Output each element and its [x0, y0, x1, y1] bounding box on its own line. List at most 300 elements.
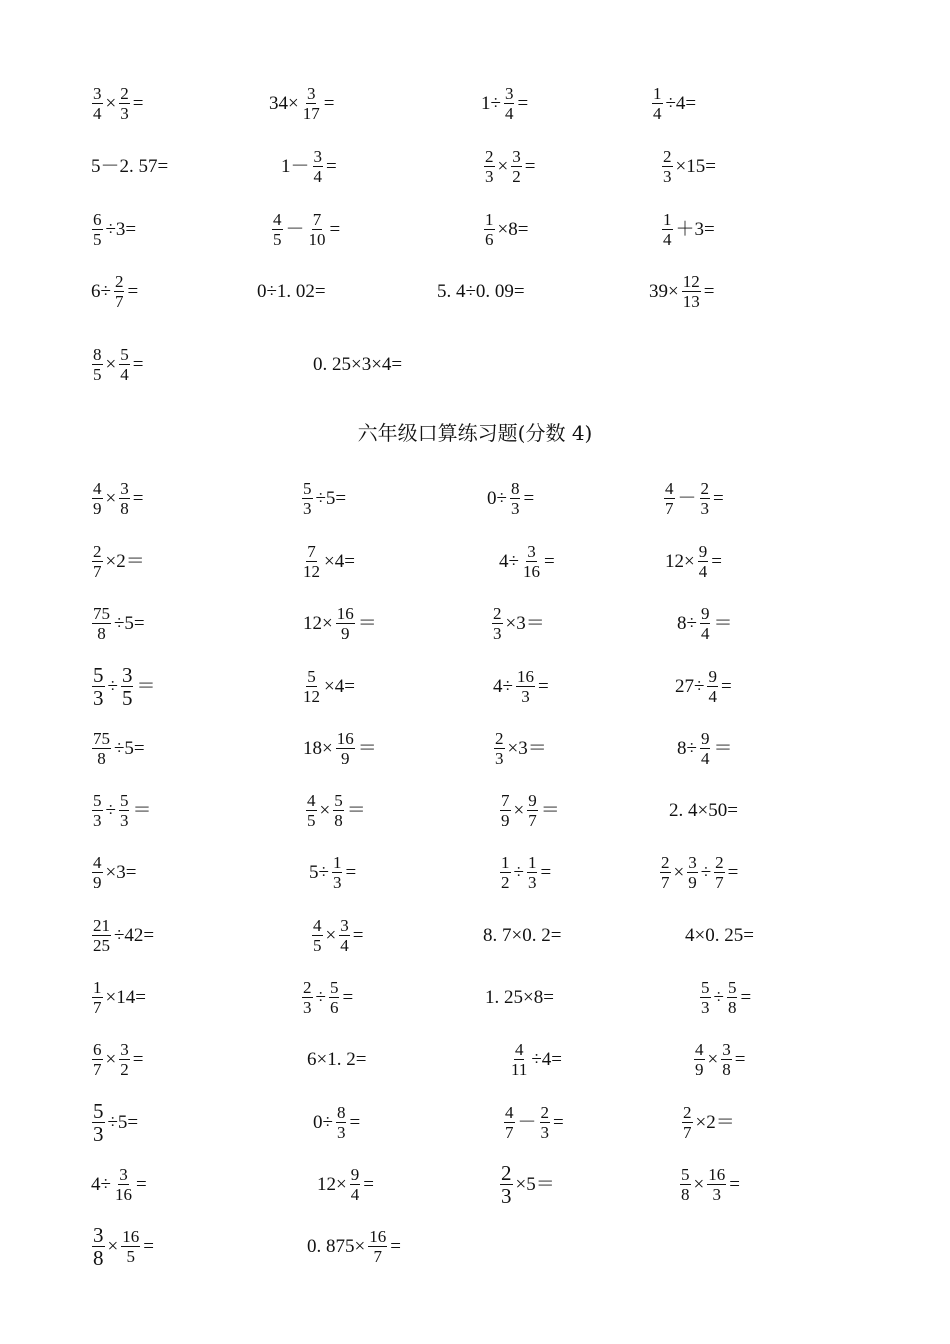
- problem-main-47: [498, 1162, 556, 1206]
- fraction-numerator: 2: [93, 541, 102, 561]
- fraction-numerator: 3: [93, 1222, 104, 1247]
- fraction-denominator: 6: [329, 997, 339, 1017]
- fraction-numerator: 9: [700, 603, 710, 623]
- fraction-denominator: 10: [308, 229, 326, 249]
- fraction-numerator: 5: [119, 790, 129, 810]
- fraction: [92, 916, 111, 955]
- fraction-denominator: 6: [485, 229, 494, 249]
- fraction-numerator: 1: [653, 83, 662, 103]
- fraction: [302, 479, 313, 518]
- problem-main-27: [498, 850, 552, 894]
- fraction: [714, 853, 725, 892]
- fraction: [92, 345, 103, 384]
- fraction-numerator: 8: [336, 1102, 346, 1122]
- expression-text: =: [352, 924, 364, 946]
- fraction-denominator: 25: [93, 935, 110, 955]
- expression-text: 0÷1. 02=: [257, 280, 326, 302]
- expression-text: ÷5=: [315, 487, 347, 509]
- fraction-numerator: 3: [512, 146, 521, 166]
- fraction-numerator: 2: [493, 603, 502, 623]
- fraction: [511, 147, 522, 186]
- fraction-denominator: 3: [521, 686, 530, 706]
- expression-text: ＝: [357, 612, 377, 634]
- problem-main-50: [306, 1224, 402, 1268]
- fraction-denominator: 5: [93, 364, 102, 384]
- fraction: [662, 147, 673, 186]
- fraction: [682, 1103, 693, 1142]
- fraction: [306, 791, 317, 830]
- expression-text: ×: [105, 92, 117, 114]
- fraction-numerator: 2: [485, 146, 494, 166]
- fraction: [707, 1165, 726, 1204]
- fraction-denominator: 3: [120, 103, 129, 123]
- expression-text: 8÷: [677, 612, 697, 634]
- expression-text: ×4=: [324, 675, 355, 697]
- fraction-numerator: 16: [708, 1164, 726, 1184]
- problem-main-20: [676, 726, 733, 770]
- problem-main-16: [674, 664, 733, 708]
- fraction: [121, 664, 134, 709]
- fraction-denominator: 7: [114, 291, 124, 311]
- fraction-denominator: 4: [698, 561, 708, 581]
- fraction-numerator: 2: [495, 728, 504, 748]
- expression-text: 0. 25×3×4=: [313, 353, 403, 375]
- fraction-denominator: 5: [273, 229, 282, 249]
- fraction: [540, 1103, 551, 1142]
- fraction-numerator: 2: [663, 146, 672, 166]
- fraction-numerator: 3: [688, 852, 697, 872]
- fraction-numerator: 1: [663, 209, 672, 229]
- problem-main-34: [300, 975, 354, 1019]
- problem-main-19: [492, 726, 548, 770]
- fraction: [700, 479, 711, 518]
- fraction: [504, 84, 515, 123]
- problem-main-9: [90, 601, 146, 645]
- fraction: [662, 210, 673, 249]
- fraction-denominator: 9: [688, 872, 697, 892]
- fraction-denominator: 2: [501, 872, 510, 892]
- fraction: [302, 978, 313, 1017]
- fraction: [510, 479, 521, 518]
- fraction: [92, 1100, 105, 1145]
- fraction-denominator: 3: [501, 1183, 512, 1208]
- expression-text: =: [132, 1048, 144, 1070]
- fraction: [121, 1227, 140, 1266]
- fraction: [336, 729, 355, 768]
- problem-top-10: [270, 207, 341, 251]
- fraction-denominator: 3: [93, 1121, 104, 1146]
- fraction-numerator: 5: [701, 977, 710, 997]
- fraction-numerator: 3: [119, 1164, 128, 1184]
- expression-text: 1－: [281, 155, 310, 177]
- expression-text: ÷: [713, 986, 724, 1008]
- fraction-numerator: 4: [505, 1102, 514, 1122]
- expression-text: 27÷: [675, 675, 705, 697]
- fraction-numerator: 3: [93, 83, 102, 103]
- fraction-denominator: 3: [303, 498, 312, 518]
- fraction-numerator: 3: [340, 915, 349, 935]
- fraction-denominator: 7: [93, 1059, 102, 1079]
- fraction-denominator: 3: [93, 810, 102, 830]
- expression-text: 6×1. 2=: [307, 1048, 367, 1070]
- problem-top-6: [280, 144, 338, 188]
- expression-text: ÷5=: [107, 1111, 139, 1133]
- problem-main-41: [90, 1100, 139, 1144]
- fraction-denominator: 7: [93, 997, 102, 1017]
- problem-main-15: [492, 664, 550, 708]
- worksheet-title: 六年级口算练习题(分数 4): [357, 421, 593, 445]
- fraction-numerator: 3: [306, 83, 316, 103]
- fraction: [329, 978, 340, 1017]
- problem-main-11: [490, 601, 546, 645]
- problem-top-12: [660, 207, 716, 251]
- expression-text: =: [537, 675, 549, 697]
- fraction-numerator: 3: [527, 541, 536, 561]
- expression-text: =: [517, 92, 529, 114]
- fraction: [484, 210, 495, 249]
- expression-text: ×: [107, 1235, 119, 1257]
- problem-main-32: [684, 913, 755, 957]
- fraction: [494, 729, 505, 768]
- fraction-denominator: 4: [313, 166, 323, 186]
- expression-text: =: [345, 861, 357, 883]
- expression-text: ÷3=: [105, 218, 137, 240]
- fraction: [119, 791, 130, 830]
- fraction-numerator: 75: [93, 603, 110, 623]
- problem-main-42: [312, 1100, 361, 1144]
- fraction: [698, 542, 709, 581]
- fraction-denominator: 16: [522, 561, 540, 581]
- fraction-denominator: 8: [93, 1245, 104, 1270]
- problem-top-4: [650, 81, 697, 125]
- expression-text: ×2＝: [105, 550, 145, 572]
- fraction: [510, 1040, 528, 1079]
- fraction: [721, 1040, 732, 1079]
- expression-text: ÷: [107, 675, 118, 697]
- problem-main-13: [90, 664, 156, 708]
- problem-top-8: [660, 144, 717, 188]
- fraction-numerator: 16: [122, 1226, 140, 1246]
- fraction-numerator: 16: [336, 728, 354, 748]
- fraction-denominator: 8: [727, 997, 737, 1017]
- expression-text: =: [711, 550, 722, 572]
- problem-top-14: [256, 269, 327, 313]
- expression-text: 12×: [303, 612, 333, 634]
- expression-text: =: [135, 1173, 147, 1195]
- fraction: [114, 272, 125, 311]
- expression-text: 5÷: [309, 861, 329, 883]
- fraction-denominator: 9: [695, 1059, 704, 1079]
- fraction-denominator: 3: [336, 1122, 346, 1142]
- expression-text: ＝: [713, 612, 733, 634]
- fraction-denominator: 3: [485, 166, 494, 186]
- expression-text: =: [740, 986, 752, 1008]
- fraction: [694, 1040, 705, 1079]
- fraction-denominator: 4: [700, 623, 710, 643]
- fraction-numerator: 75: [93, 728, 110, 748]
- fraction: [664, 479, 675, 518]
- expression-text: =: [132, 487, 144, 509]
- fraction: [92, 853, 103, 892]
- fraction-numerator: 2: [700, 478, 710, 498]
- problem-top-7: [482, 144, 536, 188]
- fraction: [516, 667, 535, 706]
- problem-main-1: [90, 476, 144, 520]
- fraction-numerator: 21: [93, 915, 110, 935]
- fraction: [522, 542, 541, 581]
- fraction-denominator: 3: [332, 872, 342, 892]
- fraction-numerator: 6: [93, 209, 102, 229]
- fraction: [92, 84, 103, 123]
- problem-main-24: [668, 788, 739, 832]
- fraction-numerator: 2: [540, 1102, 550, 1122]
- fraction-numerator: 4: [313, 915, 322, 935]
- fraction-denominator: 9: [340, 623, 350, 643]
- fraction-denominator: 5: [126, 1246, 135, 1266]
- fraction: [119, 479, 130, 518]
- fraction: [302, 667, 321, 706]
- expression-text: 6÷: [91, 280, 111, 302]
- expression-text: 18×: [303, 737, 333, 759]
- fraction-numerator: 2: [715, 852, 724, 872]
- fraction: [368, 1227, 387, 1266]
- fraction: [660, 853, 671, 892]
- problem-main-31: [482, 913, 562, 957]
- expression-text: 1. 25×8=: [485, 986, 554, 1008]
- fraction: [333, 791, 344, 830]
- problem-top-11: [482, 207, 529, 251]
- problem-main-8: [664, 539, 723, 583]
- problem-main-12: [676, 601, 733, 645]
- fraction-denominator: 17: [302, 103, 320, 123]
- problem-main-3: [486, 476, 535, 520]
- fraction: [114, 1165, 133, 1204]
- fraction: [700, 604, 711, 643]
- expression-text: －: [517, 1111, 537, 1133]
- problem-top-17: [90, 342, 144, 386]
- expression-text: ÷4=: [531, 1048, 563, 1070]
- expression-text: =: [363, 1173, 374, 1195]
- problem-main-39: [508, 1037, 563, 1081]
- problem-main-22: [304, 788, 367, 832]
- expression-text: =: [524, 155, 536, 177]
- fraction-denominator: 4: [93, 103, 102, 123]
- problem-main-28: [658, 850, 739, 894]
- fraction-numerator: 9: [708, 666, 717, 686]
- fraction-denominator: 5: [313, 935, 322, 955]
- fraction-denominator: 3: [93, 685, 104, 710]
- expression-text: ×15=: [675, 155, 716, 177]
- fraction-denominator: 9: [340, 748, 350, 768]
- expression-text: ＝: [132, 799, 152, 821]
- fraction: [92, 1224, 105, 1269]
- expression-text: =: [523, 487, 535, 509]
- expression-text: ÷: [513, 861, 524, 883]
- expression-text: 4×0. 25=: [685, 924, 754, 946]
- expression-text: 5－2. 57=: [91, 155, 169, 177]
- fraction-denominator: 12: [303, 686, 320, 706]
- problem-main-43: [502, 1100, 565, 1144]
- fraction: [680, 1165, 691, 1204]
- fraction-numerator: 9: [350, 1164, 360, 1184]
- fraction-numerator: 5: [120, 344, 129, 364]
- fraction: [312, 916, 323, 955]
- fraction-denominator: 7: [661, 872, 670, 892]
- expression-text: ×4=: [324, 550, 355, 572]
- expression-text: ÷: [105, 799, 116, 821]
- problem-main-2: [300, 476, 347, 520]
- problem-top-15: [436, 269, 526, 313]
- fraction: [700, 729, 711, 768]
- problem-main-17: [90, 726, 146, 770]
- fraction-numerator: 7: [501, 790, 510, 810]
- problem-main-14: [300, 664, 356, 708]
- fraction-denominator: 4: [708, 686, 717, 706]
- problem-main-5: [90, 539, 146, 583]
- fraction-denominator: 8: [334, 810, 343, 830]
- expression-text: 2. 4×50=: [669, 799, 738, 821]
- fraction-numerator: 1: [332, 852, 342, 872]
- fraction-numerator: 4: [273, 209, 282, 229]
- fraction-numerator: 3: [722, 1039, 731, 1059]
- fraction: [727, 978, 738, 1017]
- problem-main-30: [310, 913, 364, 957]
- fraction-numerator: 12: [682, 271, 700, 291]
- fraction: [336, 604, 355, 643]
- fraction-denominator: 7: [665, 498, 674, 518]
- expression-text: =: [390, 1235, 401, 1257]
- fraction-denominator: 11: [511, 1059, 528, 1079]
- fraction-denominator: 4: [653, 103, 662, 123]
- fraction-denominator: 3: [527, 872, 537, 892]
- fraction-denominator: 4: [120, 364, 129, 384]
- expression-text: 8÷: [677, 737, 697, 759]
- expression-text: =: [729, 1173, 740, 1195]
- fraction: [308, 210, 327, 249]
- fraction-numerator: 9: [528, 790, 537, 810]
- problem-main-23: [498, 788, 561, 832]
- expression-text: =: [713, 487, 724, 509]
- fraction: [700, 978, 711, 1017]
- expression-text: =: [349, 1111, 361, 1133]
- fraction-numerator: 3: [504, 83, 514, 103]
- fraction: [313, 147, 324, 186]
- expression-text: 39×: [649, 280, 679, 302]
- expression-text: ×: [105, 353, 117, 375]
- expression-text: 0÷: [313, 1111, 333, 1133]
- fraction-numerator: 5: [329, 977, 339, 997]
- problem-main-21: [90, 788, 152, 832]
- fraction-denominator: 16: [114, 1184, 132, 1204]
- fraction: [92, 791, 103, 830]
- problem-top-2: [268, 81, 335, 125]
- expression-text: 0. 875×: [307, 1235, 366, 1257]
- problem-top-9: [90, 207, 137, 251]
- fraction: [336, 1103, 347, 1142]
- fraction-denominator: 2: [512, 166, 521, 186]
- fraction-denominator: 7: [528, 810, 537, 830]
- expression-text: 4÷: [91, 1173, 111, 1195]
- expression-text: ×3＝: [507, 737, 547, 759]
- problem-top-1: [90, 81, 144, 125]
- fraction: [687, 853, 698, 892]
- fraction: [339, 916, 350, 955]
- problem-main-4: [662, 476, 725, 520]
- expression-text: =: [342, 986, 354, 1008]
- fraction-numerator: 5: [93, 790, 102, 810]
- fraction-numerator: 6: [93, 1039, 102, 1059]
- fraction-denominator: 7: [373, 1246, 382, 1266]
- expression-text: =: [132, 92, 144, 114]
- expression-text: ×14=: [105, 986, 146, 1008]
- fraction: [92, 978, 103, 1017]
- fraction: [682, 272, 701, 311]
- expression-text: ×3＝: [505, 612, 545, 634]
- problem-top-16: [648, 269, 715, 313]
- expression-text: =: [323, 92, 335, 114]
- expression-text: =: [329, 218, 341, 240]
- fraction: [302, 84, 321, 123]
- expression-text: ×: [319, 799, 331, 821]
- expression-text: 4÷: [493, 675, 513, 697]
- fraction-denominator: 13: [682, 291, 700, 311]
- expression-text: 12×: [317, 1173, 347, 1195]
- fraction-numerator: 7: [312, 209, 322, 229]
- expression-text: =: [132, 353, 144, 375]
- fraction-denominator: 3: [510, 498, 520, 518]
- fraction-denominator: 3: [663, 166, 672, 186]
- fraction-denominator: 8: [120, 498, 129, 518]
- fraction-denominator: 3: [303, 997, 312, 1017]
- fraction-denominator: 2: [120, 1059, 129, 1079]
- problem-top-18: [312, 342, 403, 386]
- fraction-denominator: 8: [97, 623, 106, 643]
- expression-text: ×2＝: [695, 1111, 735, 1133]
- fraction: [92, 1040, 103, 1079]
- expression-text: ×: [497, 155, 509, 177]
- expression-text: ÷5=: [114, 737, 145, 759]
- fraction-denominator: 9: [501, 810, 510, 830]
- fraction: [119, 345, 130, 384]
- fraction-numerator: 8: [93, 344, 102, 364]
- problem-top-13: [90, 269, 139, 313]
- expression-text: ÷5=: [114, 612, 145, 634]
- problem-main-10: [302, 601, 378, 645]
- fraction-denominator: 4: [350, 1184, 360, 1204]
- fraction-numerator: 8: [510, 478, 520, 498]
- problem-main-7: [498, 539, 556, 583]
- fraction-denominator: 9: [93, 872, 102, 892]
- fraction: [527, 791, 538, 830]
- fraction: [332, 853, 343, 892]
- fraction: [492, 604, 503, 643]
- expression-text: ＝: [540, 799, 560, 821]
- fraction-denominator: 3: [700, 498, 710, 518]
- fraction: [92, 664, 105, 709]
- fraction-numerator: 16: [336, 603, 354, 623]
- expression-text: ÷: [315, 986, 326, 1008]
- fraction-numerator: 5: [307, 666, 316, 686]
- expression-text: ×: [707, 1048, 719, 1070]
- fraction-denominator: 3: [540, 1122, 550, 1142]
- expression-text: ÷: [700, 861, 712, 883]
- problem-main-33: [90, 975, 147, 1019]
- expression-text: 8. 7×0. 2=: [483, 924, 562, 946]
- fraction: [652, 84, 663, 123]
- problem-top-3: [480, 81, 529, 125]
- fraction-numerator: 5: [727, 977, 737, 997]
- fraction: [500, 1162, 513, 1207]
